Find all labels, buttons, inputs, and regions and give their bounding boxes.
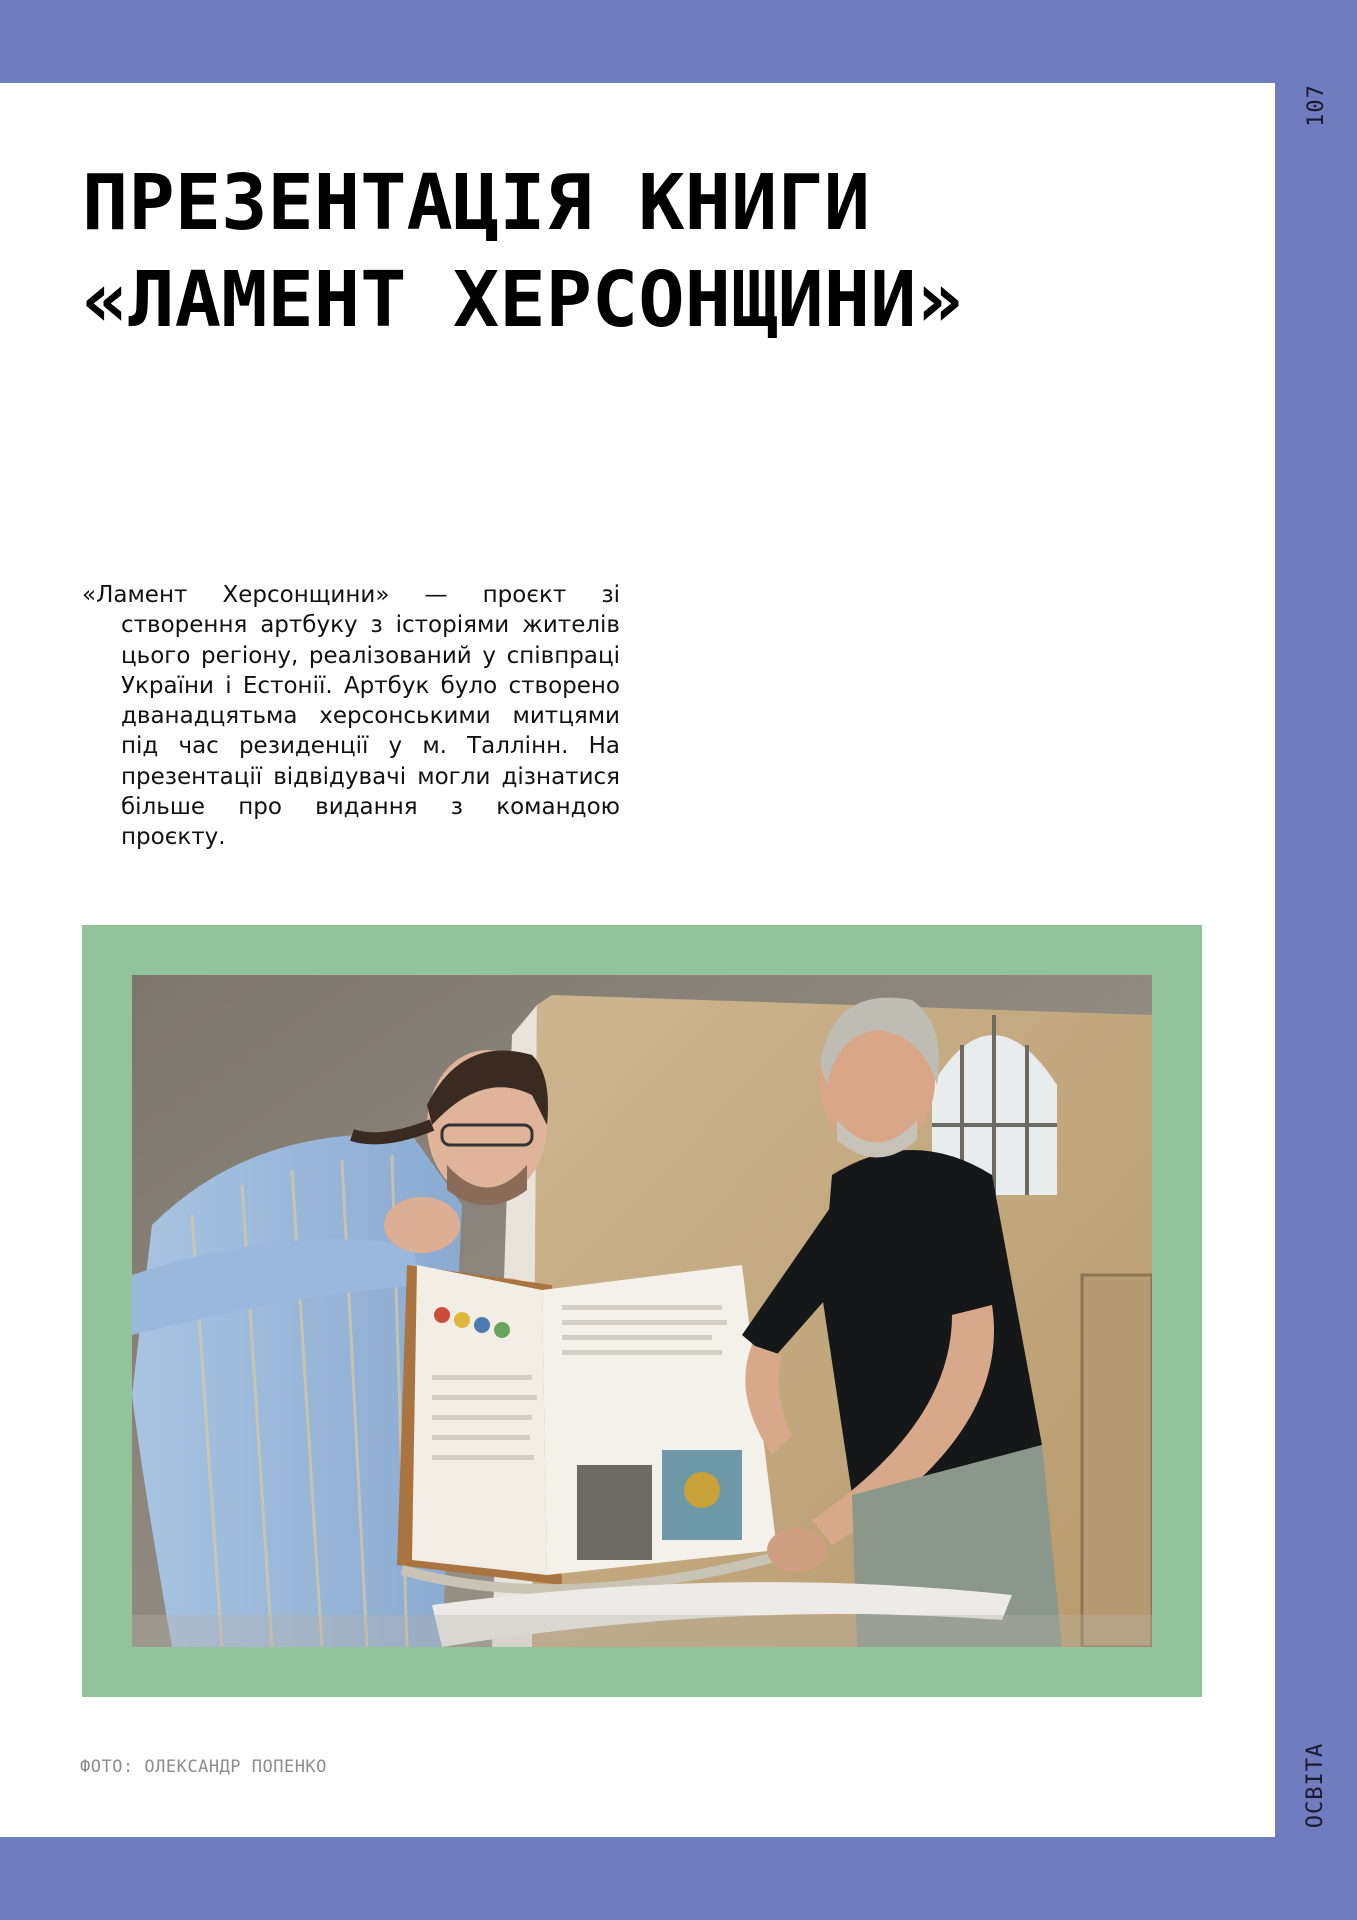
article-title-line-1: ПРЕЗЕНТАЦІЯ КНИГИ: [82, 159, 871, 248]
page-number: 107: [1303, 83, 1329, 127]
article-title: [82, 155, 1232, 349]
section-label: ОСВІТА: [1303, 1742, 1329, 1828]
photo-frame: [82, 925, 1202, 1697]
article-title-line-2: «ЛАМЕНТ ХЕРСОНЩИНИ»: [82, 256, 963, 345]
photo-credit: ФОТО: ОЛЕКСАНДР ПОПЕНКО: [80, 1757, 327, 1777]
article-photo: [132, 975, 1152, 1647]
article-intro: «Ламент Херсонщини» — проєкт зі створення артбуку з історіями жителів цього регіону, реалізований у співпраці України і Естонії. Артбук було створено дванадцятьма херсонськими митцями під час резиденції у м. Таллінн. На презентації відвідувачі могли дізнатися більше про видання з командою проєкту.: [82, 582, 620, 851]
